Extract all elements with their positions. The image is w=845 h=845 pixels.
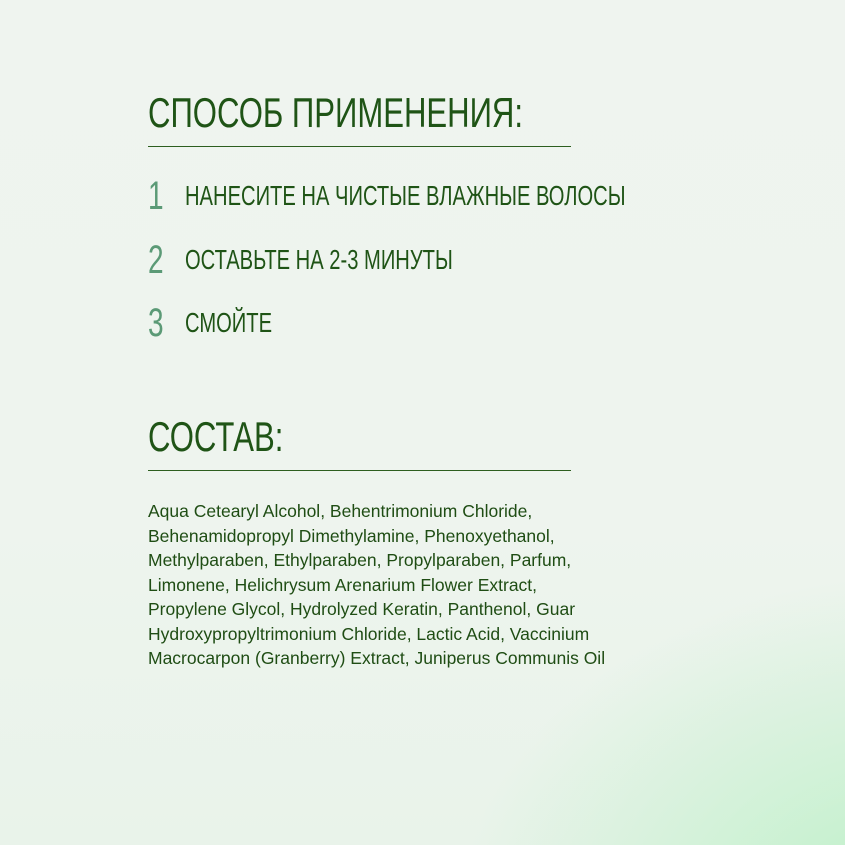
ingredients-list (148, 499, 708, 671)
ingredients-line: Behenamidopropyl Dimethylamine, Phenoxyethanol, (148, 525, 555, 546)
ingredients-line: Propylene Glycol, Hydrolyzed Keratin, Panthenol, Guar (148, 599, 576, 619)
usage-divider (148, 146, 571, 147)
step-text: НАНЕСИТЕ НА ЧИСТЫЕ ВЛАЖНЫЕ ВОЛОСЫ (185, 180, 626, 211)
step-number: 3 (148, 301, 164, 345)
ingredients-line: Methylparaben, Ethylparaben, Propylparaben, Parfum, (148, 550, 572, 570)
composition-heading: СОСТАВ: (148, 413, 284, 460)
ingredients-line: Limonene, Helichrysum Arenarium Flower Extract, (148, 574, 538, 595)
usage-heading: СПОСОБ ПРИМЕНЕНИЯ: (148, 89, 523, 136)
step-number: 1 (148, 174, 164, 218)
step-number: 2 (148, 238, 164, 282)
step-text: ОСТАВЬТЕ НА 2-3 МИНУТЫ (185, 244, 453, 275)
ingredients-line: Aqua Cetearyl Alcohol, Behentrimonium Chloride, (148, 501, 533, 521)
ingredients-line: Hydroxypropyltrimonium Chloride, Lactic Acid, Vaccinium (148, 623, 590, 644)
composition-divider (148, 470, 571, 471)
step-text: СМОЙТЕ (185, 307, 273, 338)
ingredients-line: Macrocarpon (Granberry) Extract, Juniperus Communis Oil (148, 648, 606, 668)
